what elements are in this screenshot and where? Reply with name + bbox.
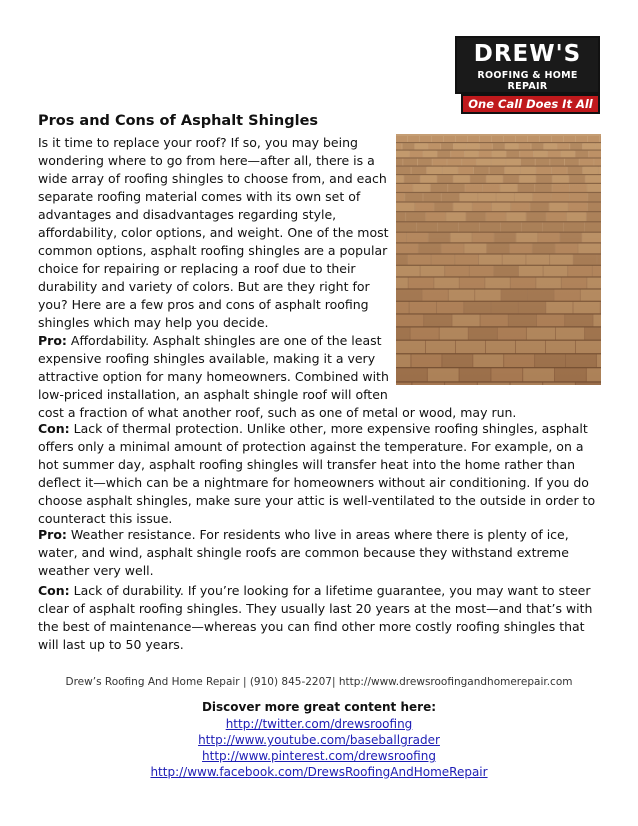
con-durability-paragraph: [38, 582, 618, 654]
intro-line: choice for repairing or replacing a roof due to their: [38, 261, 356, 276]
youtube-link[interactable]: http://www.youtube.com/baseballgrader: [198, 733, 440, 747]
facebook-link[interactable]: http://www.facebook.com/DrewsRoofingAndHomeRepair: [150, 765, 488, 779]
con-thermal-paragraph: [38, 420, 618, 528]
footer-contact: Drew’s Roofing And Home Repair | (910) 845-2207| http://www.drewsroofingandhomerepair.com: [65, 676, 573, 688]
intro-line: wide array of roofing shingles to choose from, and each: [38, 171, 387, 186]
company-logo: [455, 36, 600, 114]
intro-line: wondering where to go from here—after all, there is a: [38, 153, 375, 168]
point-line: clear of asphalt roofing shingles. They usually last 20 years at the most—and that’s with: [38, 601, 593, 616]
logo-brand-text: DREW'S: [473, 41, 582, 67]
point-line: hot summer day, asphalt roofing shingles will transfer heat into the home rather than: [38, 457, 576, 472]
logo-subtitle: ROOFING & HOME REPAIR: [477, 70, 578, 92]
point-line: attractive option for many homeowners. Combined with: [38, 369, 389, 384]
point-line: choose asphalt shingles, make sure your attic is well-ventilated to the outside in order to: [38, 493, 596, 508]
point-line: water, and wind, asphalt shingle roofs are common because they withstand extreme: [38, 545, 569, 560]
intro-line: durability and variety of colors. But are they right for: [38, 279, 370, 294]
logo-banner: [455, 36, 600, 94]
logo-tagline: One Call Does It All: [461, 94, 600, 114]
intro-line: advantages and disadvantages regarding style,: [38, 207, 337, 222]
point-line: [38, 420, 618, 438]
social-links: [0, 716, 638, 780]
point-text: Weather resistance. For residents who live in areas where there is plenty of ice,: [66, 527, 569, 542]
point-line: weather very well.: [38, 563, 154, 578]
article-title: Pros and Cons of Asphalt Shingles: [38, 113, 319, 129]
point-line: the best of maintenance—whereas you can find other more costly roofing shingles that: [38, 619, 585, 634]
point-line: offers only a minimal amount of protection against the temperature. For example, on a: [38, 439, 584, 454]
point-line: will last up to 50 years.: [38, 637, 184, 652]
intro-line: shingles which may help you decide.: [38, 315, 269, 330]
point-label: Con:: [38, 421, 70, 436]
point-label: Pro:: [38, 527, 67, 542]
point-line: deflect it—which can be a nightmare for homeowners without air conditioning. If you do: [38, 475, 589, 490]
point-line: [38, 582, 618, 600]
point-text: Lack of thermal protection. Unlike other, more expensive roofing shingles, asphalt: [69, 421, 588, 436]
pro-affordability-paragraph: [38, 332, 618, 422]
intro-line: you? Here are a few pros and cons of asphalt roofing: [38, 297, 369, 312]
point-label: Con:: [38, 583, 70, 598]
intro-line: Is it time to replace your roof? If so, you may being: [38, 135, 358, 150]
point-label: Pro:: [38, 333, 67, 348]
intro-line: common options, asphalt roofing shingles are a popular: [38, 243, 388, 258]
point-line: [38, 526, 618, 544]
point-text: Affordability. Asphalt shingles are one of the least: [66, 333, 382, 348]
point-line: expensive roofing shingles available, making it a very: [38, 351, 376, 366]
point-line: cost a fraction of what another roof, such as one of metal or wood, may run.: [38, 405, 517, 420]
point-line: [38, 332, 618, 350]
point-line: low-priced installation, an asphalt shingle roof will often: [38, 387, 388, 402]
pinterest-link[interactable]: http://www.pinterest.com/drewsroofing: [202, 749, 436, 763]
pro-weather-paragraph: [38, 526, 618, 580]
intro-paragraph: [38, 134, 398, 332]
point-text: Lack of durability. If you’re looking for a lifetime guarantee, you may want to steer: [69, 583, 591, 598]
point-line: counteract this issue.: [38, 511, 173, 526]
twitter-link[interactable]: http://twitter.com/drewsroofing: [225, 717, 413, 731]
intro-line: affordability, color options, and weight. One of the most: [38, 225, 389, 240]
intro-line: separate roofing material comes with its own set of: [38, 189, 361, 204]
discover-heading: Discover more great content here:: [201, 700, 437, 714]
